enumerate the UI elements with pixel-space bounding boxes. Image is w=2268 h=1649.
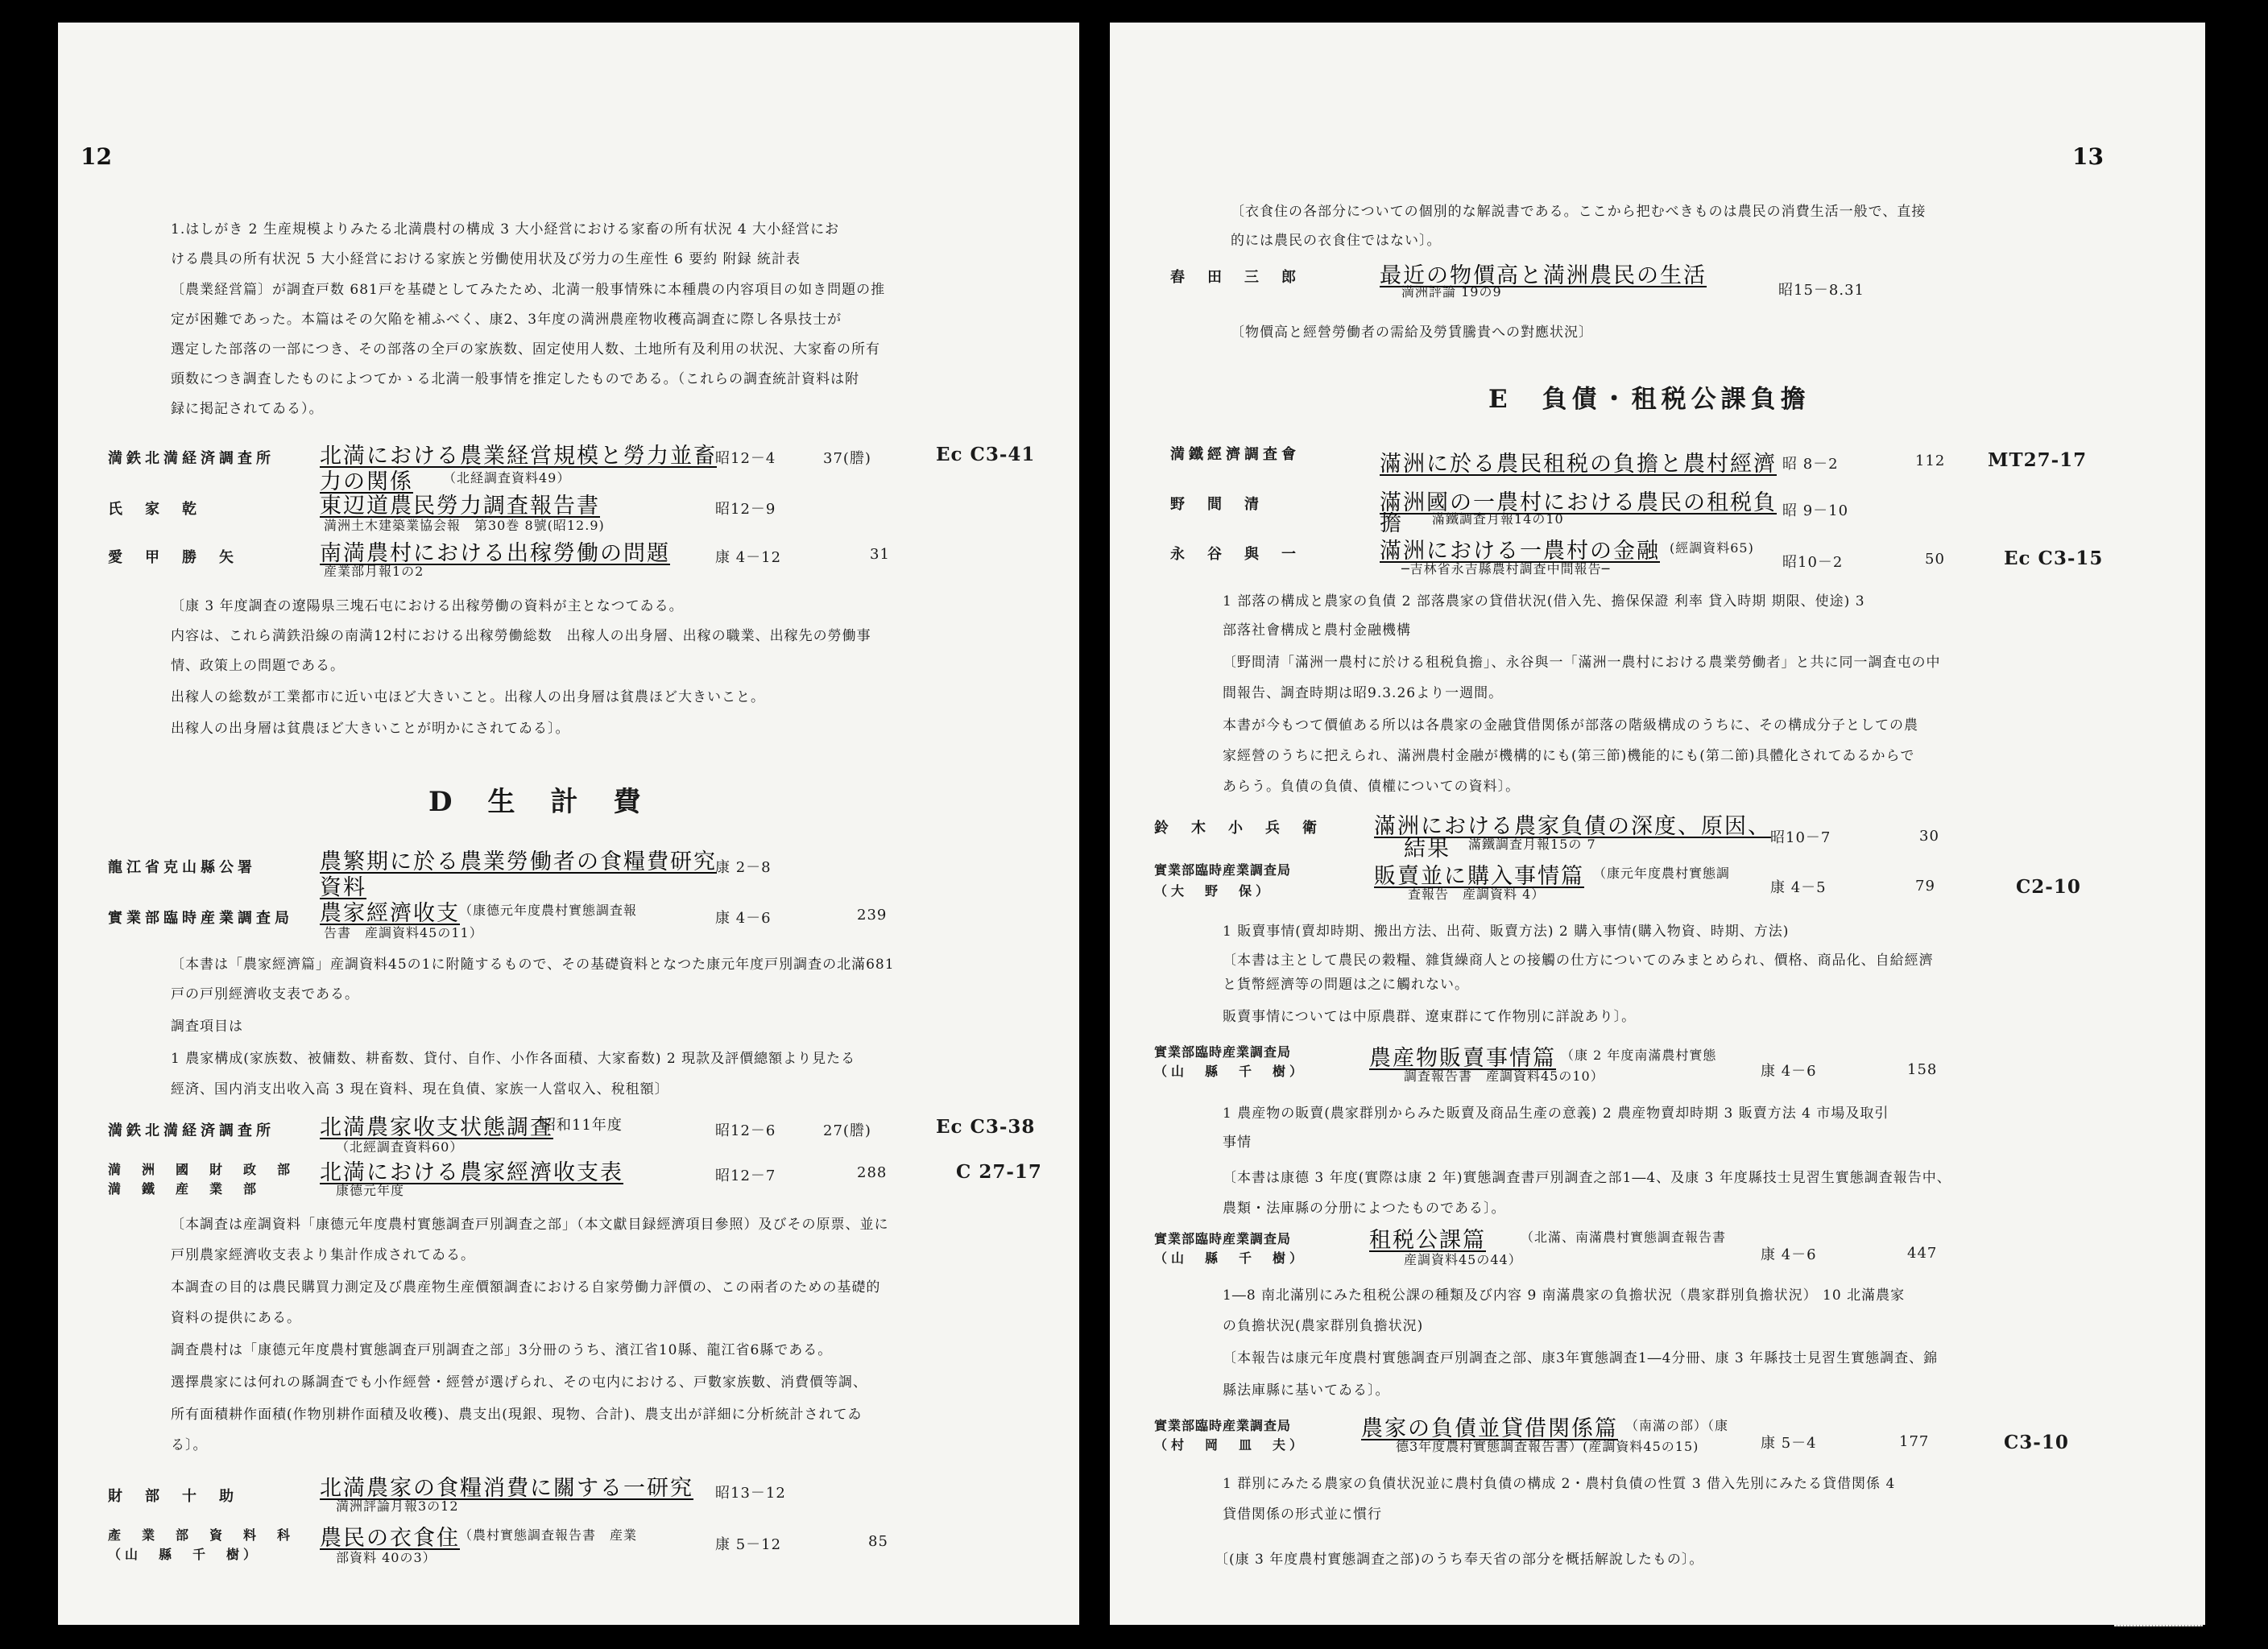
note-line: 選擇農家には何れの縣調査でも小作經營・經營が選げられ、その屯内における、戸數家族數、消費價等調、 <box>171 1374 868 1391</box>
entry-title: 最近の物價高と満洲農民の生活 <box>1380 263 1707 288</box>
entry-series: 告書 産調資料45の11） <box>324 925 483 940</box>
entry-series: 査報告 産調資料 4） <box>1408 886 1546 902</box>
note-line: の負擔状況(農家群別負擔状況) <box>1223 1318 1424 1334</box>
entry-title: 北満における農家經濟收支表 <box>320 1160 623 1185</box>
entry-pages: 37(謄) <box>823 450 871 467</box>
section-heading: E 負債・租税公課負擔 <box>1488 385 1811 414</box>
call-number: C3-10 <box>2004 1432 2069 1453</box>
entry-pages: 50 <box>1925 551 1945 568</box>
note-line: 所有面積耕作面積(作物別耕作面積及收穫)、農支出(現銀、現物、合計)、農支出が詳細に分析統計されてゐ <box>171 1407 863 1423</box>
entry-series: （康元年度農村實態調 <box>1593 866 1731 881</box>
entry-date: 昭12－7 <box>715 1168 776 1184</box>
note-line: 定が困難であった。本篇はその欠陥を補ふべく、康2、3年度の満洲農産物收穫高調査に際し各県技士が <box>171 312 842 328</box>
note-line: 録に掲記されてゐる）。 <box>171 401 324 417</box>
entry-title: 滿洲における農家負債の深度、原因、 <box>1374 814 1771 839</box>
entry-author: 永 谷 與 一 <box>1170 546 1300 563</box>
entry-author: （大 野 保） <box>1154 883 1273 899</box>
entry-author: 満鐵經濟調査會 <box>1170 446 1300 463</box>
section-heading: D生計費 <box>428 786 677 818</box>
call-number: Ec C3-15 <box>2004 548 2104 569</box>
entry-author: 實業部臨時産業調査局 <box>1154 1231 1292 1246</box>
entry-author: 満 洲 國 財 政 部 <box>108 1162 295 1177</box>
entry-title: 滿洲國の一農村における農民の租税負 <box>1380 490 1777 515</box>
right-page <box>1110 23 2205 1625</box>
entry-pages: 27(謄) <box>823 1122 871 1139</box>
contents-line: 1.はしがき 2 生産規模よりみたる北満農村の構成 3 大小経営における家畜の所有状況 4 大小経営にお <box>171 221 840 238</box>
entry-series: ─吉林省永吉縣農村調査中間報告─ <box>1401 561 1611 577</box>
note-line: 縣法庫縣に基いてゐる〕。 <box>1223 1382 1390 1399</box>
entry-title: 力の関係 <box>320 469 413 494</box>
entry-title: 農民の衣食住 <box>320 1526 460 1551</box>
note-line: 内容は、これら満鉄沿線の南満12村における出稼勞働総数 出稼人の出身層、出稼の職業、出稼先の勞働事 <box>171 628 871 644</box>
entry-author: 龍江省克山縣公署 <box>108 859 256 876</box>
entry-date: 康 4－12 <box>715 549 782 566</box>
note-line: 〔農業経営篇〕が調査戸数 681戸を基礎としてみたため、北満一般事情殊に本種農の内容項目の如き問題の推 <box>171 282 886 298</box>
note-line: 戸別農家經濟收支表より集計作成されてゐる。 <box>171 1247 475 1263</box>
entry-title: 販賣並に購入事情篇 <box>1374 864 1584 889</box>
entry-pages: 79 <box>1915 878 1935 895</box>
note-line: 〔本書は主として農民の穀糧、雜貨繰商人との接觸の仕方についてのみまとめられ、價格、商品化、自給經濟 <box>1223 953 1934 969</box>
entry-title: 滿洲に於る農民租税の負擔と農村經濟 <box>1380 452 1777 477</box>
entry-date: 康 4－5 <box>1770 879 1827 896</box>
note-line: 的には農民の衣食住ではない〕。 <box>1231 233 1442 249</box>
note-line: 本調査の目的は農民購買力測定及び農産物生産價額調査における自家勞働力評價の、この兩者のための基礎的 <box>171 1279 881 1296</box>
entry-title: 租税公課篇 <box>1369 1228 1486 1253</box>
note-line: 〔(康 3 年度農村實態調査之部)のうち奉天省の部分を概括解說したもの〕。 <box>1215 1552 1704 1568</box>
entry-series: (經調資料65) <box>1670 540 1754 556</box>
entry-date: 昭 9－10 <box>1782 502 1849 519</box>
entry-pages: 31 <box>870 546 890 563</box>
entry-title: 農繁期に於る農業勞働者の食糧費研究 <box>320 849 717 874</box>
note-line: 資料の提供にある。 <box>171 1310 301 1326</box>
note-line: 經済、国内消支出收入高 3 現在資料、現在負債、家族一人當収入、稅租額〕 <box>171 1081 669 1097</box>
entry-date: 康 4－6 <box>1761 1246 1817 1263</box>
entry-series: （康 2 年度南滿農村實態 <box>1561 1048 1717 1063</box>
note-line: 出稼人の出身層は貧農ほど大きいことが明かにされてゐる〕。 <box>171 721 570 737</box>
entry-pages: 85 <box>868 1533 888 1550</box>
entry-series: 康德元年度 <box>336 1183 405 1198</box>
note-line: 選定した部落の一部につき、その部落の全戸の家族数、固定使用人数、土地所有及利用の状況、大家畜の所有 <box>171 341 880 357</box>
entry-pages: 30 <box>1919 828 1939 845</box>
entry-author: （山 縣 千 樹） <box>1154 1064 1307 1079</box>
entry-author: （村 岡 皿 夫） <box>1154 1437 1307 1453</box>
note-line: 家經營のうちに把えられ、滿洲農村金融が機構的にも(第三節)機能的にも(第二節)具體化されてゐるからで <box>1223 748 1915 764</box>
note-line: 情、政策上の問題である。 <box>171 658 345 674</box>
call-number: C 27-17 <box>956 1161 1042 1183</box>
note-line: 〔衣食住の各部分についての個別的な解説書である。ここから把むべきものは農民の消費生活一般で、直接 <box>1231 204 1927 220</box>
entry-series: 満洲評論 19の9 <box>1401 284 1502 300</box>
entry-title: 資料 <box>320 875 366 900</box>
entry-date: 昭15－8.31 <box>1778 282 1864 299</box>
note-line: 〔本書は「農家經濟篇」産調資料45の1に附隨するもので、その基礎資料となつた康元年度戸別調査の北滿681 <box>171 957 895 973</box>
call-number: MT27-17 <box>1988 449 2088 471</box>
note-line: る〕。 <box>171 1437 208 1453</box>
entry-date: 昭12－6 <box>715 1122 776 1139</box>
note-line: 〔康 3 年度調査の遼陽県三塊石屯における出稼勞働の資料が主となつてゐる。 <box>171 598 684 614</box>
note-line: あらう。負債の負債、債權についての資料〕。 <box>1223 779 1521 795</box>
entry-series: （農村實態調査報告書 産業 <box>459 1527 638 1543</box>
note-line: 事情 <box>1223 1134 1252 1151</box>
note-line: 1 部落の構成と農家の負債 2 部落農家の貸借状況(借入先、擔保保證 利率 貸入時期 期限、使途) 3 <box>1223 593 1865 610</box>
note-line: 調査農村は「康德元年度農村實態調査戸別調査之部」3分冊のうち、濱江省10縣、龍江省6縣である。 <box>171 1342 833 1358</box>
note-line: 〔本書は康德 3 年度(實際は康 2 年)實態調査書戸別調査之部1―4、及康 3 年度縣技士見習生實態調査報告中、 <box>1223 1170 1951 1186</box>
note-line: と貨幣經濟等の問題は之に觸れない。 <box>1223 977 1469 993</box>
note-line: 貸借関係の形式並に慣行 <box>1223 1506 1382 1523</box>
note-line: 間報告、調査時期は昭9.3.26より一週間。 <box>1223 685 1504 701</box>
entry-title: 農家經濟收支 <box>320 901 460 926</box>
entry-series: 德3年度農村實態調査報告書）(産調資料45の15) <box>1396 1439 1699 1454</box>
entry-date: 康 4－6 <box>1761 1063 1817 1080</box>
note-line: 〔野間清「滿洲一農村に於ける租税負擔」、永谷與一「滿洲一農村における農業勞働者」と共に同一調査屯の中 <box>1223 655 1941 671</box>
entry-series: （北滿、南滿農村實態調査報告書 <box>1521 1230 1727 1245</box>
entry-series: （北経調査資料49） <box>443 470 571 486</box>
entry-series: 産業部月報1の2 <box>324 564 424 579</box>
entry-date: 康 5－12 <box>715 1536 782 1553</box>
note-line: 1 農家構成(家族数、被傭数、耕畜数、貸付、自作、小作各面積、大家畜数) 2 現款及評價總額より見たる <box>171 1051 856 1067</box>
entry-series: 満洲評論月報3の12 <box>336 1498 459 1514</box>
note-line: 頭数につき調査したものによつてかゝる北満一般事情を推定したものである。（これらの調査統計資料は附 <box>171 371 860 387</box>
entry-author: （山 縣 千 樹） <box>1154 1250 1307 1266</box>
note-line: 1―8 南北滿別にみた租税公課の種類及び内容 9 南滿農家の負擔状況（農家群別負擔状況） 10 北滿農家 <box>1223 1287 1906 1304</box>
entry-pages: 447 <box>1907 1245 1938 1262</box>
entry-title: 滿洲における一農村の金融 <box>1380 539 1660 564</box>
note-line: 〔物價高と經營勞働者の需給及勞賃騰貴への對應状況〕 <box>1231 324 1593 341</box>
entry-date: 康 2－8 <box>715 859 772 876</box>
entry-title: 東辺道農民勞力調査報告書 <box>320 494 600 519</box>
entry-date: 昭10－2 <box>1782 554 1844 571</box>
entry-author: 愛 甲 勝 矢 <box>108 549 238 566</box>
entry-title: 北満における農業経営規模と勞力並畜 <box>320 444 717 469</box>
entry-date: 康 4－6 <box>715 910 772 927</box>
entry-pages: 288 <box>857 1164 888 1181</box>
entry-series: （南滿の部）（康 <box>1625 1418 1729 1433</box>
entry-author: 満 鐵 産 業 部 <box>108 1181 261 1196</box>
entry-title: 農産物販賣事情篇 <box>1369 1046 1556 1071</box>
entry-series: （北經調査資料60） <box>336 1139 464 1155</box>
note-line: 部落社會構成と農村金融機構 <box>1223 622 1411 639</box>
note-line: 1 農産物の販賣(農家群別からみた販賣及商品生產の意義) 2 農産物賣却時期 3 販賣方法 4 市場及取引 <box>1223 1106 1889 1122</box>
entry-date: 昭12－4 <box>715 450 776 467</box>
entry-date: 昭12－9 <box>715 501 776 518</box>
entry-author: 實業部臨時産業調査局 <box>108 910 293 927</box>
entry-pages: 158 <box>1907 1061 1938 1078</box>
page-number: 12 <box>81 143 112 170</box>
note-line: 調査項目は <box>171 1019 243 1035</box>
entry-author: （山 縣 千 樹） <box>108 1547 261 1562</box>
entry-series: 滿鐵調査月報14の10 <box>1432 511 1564 527</box>
entry-author: 満鉄北満経済調査所 <box>108 1122 275 1139</box>
call-number: Ec C3-41 <box>936 444 1036 465</box>
entry-series: 調査報告書 産調資料45の10） <box>1404 1068 1604 1084</box>
entry-author: 產 業 部 資 料 科 <box>108 1527 295 1543</box>
entry-date: 昭 8－2 <box>1782 456 1839 473</box>
contents-line: ける農具の所有状況 5 大小経営における家族と労働使用状及び労力の生産性 6 要約 附録 統計表 <box>171 251 801 267</box>
entry-pages: 112 <box>1915 453 1946 469</box>
entry-date: 昭13－12 <box>715 1485 786 1502</box>
entry-author: 氏 家 乾 <box>108 501 201 518</box>
note-line: 本書が今もつて價値ある所以は各農家の金融貸借関係が部落の階級構成のうちに、その構成分子としての農 <box>1223 717 1918 734</box>
note-line: 1 販賣事情(賣却時期、搬出方法、出荷、販賣方法) 2 購入事情(購入物資、時期、方法) <box>1223 924 1790 940</box>
note-line: 〔本調査は産調資料「康德元年度農村實態調査戸別調査之部」（本文獻目録經濟項目參照）及びその原票、並に <box>171 1217 889 1233</box>
entry-series: 産調資料45の44） <box>1404 1252 1522 1267</box>
entry-author: 鈴 木 小 兵 衛 <box>1154 820 1321 837</box>
entry-pages: 239 <box>857 907 888 924</box>
entry-series: 滿鐵調査月報15の 7 <box>1468 837 1596 852</box>
entry-author: 財 部 十 助 <box>108 1488 238 1505</box>
entry-author: 野 間 清 <box>1170 496 1263 513</box>
entry-title: 農家の負債並貸借関係篇 <box>1361 1416 1618 1441</box>
entry-author: 實業部臨時産業調査局 <box>1154 862 1292 878</box>
entry-author: 満鉄北満経済調査所 <box>108 450 275 467</box>
entry-author: 舂 田 三 郎 <box>1170 269 1300 286</box>
entry-series: 満洲土木建築業協会報 第30巻 8號(昭12.9) <box>324 518 605 533</box>
note-line: 戸の戸別經濟收支表である。 <box>171 986 359 1002</box>
note-line: 農類・法庫縣の分册によつたものである〕。 <box>1223 1201 1506 1217</box>
note-line: 1 群別にみたる農家の負債状況並に農村負債の構成 2・農村負債の性質 3 借入先別にみたる貸借関係 4 <box>1223 1476 1896 1492</box>
entry-date: 昭10－7 <box>1770 829 1831 846</box>
note-line: 販賣事情については中原農群、遼東群にて作物別に詳說あり〕。 <box>1223 1009 1637 1025</box>
entry-pages: 177 <box>1899 1433 1930 1450</box>
entry-title: 北満農家の食糧消費に關する一研究 <box>320 1476 693 1501</box>
entry-title: 擔 <box>1380 511 1403 536</box>
entry-title: 北満農家收支状態調査 <box>320 1115 553 1140</box>
entry-author: 實業部臨時産業調査局 <box>1154 1418 1292 1433</box>
entry-date: 康 5－4 <box>1761 1435 1817 1452</box>
page-number: 13 <box>2072 143 2104 170</box>
entry-title: 結果 <box>1404 837 1451 862</box>
entry-series: 昭和11年度 <box>541 1117 623 1134</box>
call-number: C2-10 <box>2016 876 2081 898</box>
left-page <box>58 23 1079 1625</box>
entry-author: 實業部臨時産業調査局 <box>1154 1044 1292 1060</box>
entry-title: 南満農村における出稼勞働の問題 <box>320 541 670 566</box>
entry-series: （康德元年度農村實態調査報 <box>459 903 638 918</box>
call-number: Ec C3-38 <box>936 1116 1036 1138</box>
note-line: 出稼人の総数が工業都市に近い屯ほど大きいこと。出稼人の出身層は貧農ほど大きいこと。 <box>171 689 765 705</box>
note-line: 〔本報告は康元年度農村實態調査戸別調査之部、康3年實態調査1―4分冊、康 3 年縣技士見習生實態調査、錦 <box>1223 1350 1939 1366</box>
entry-series: 部資料 40の3） <box>336 1550 437 1565</box>
